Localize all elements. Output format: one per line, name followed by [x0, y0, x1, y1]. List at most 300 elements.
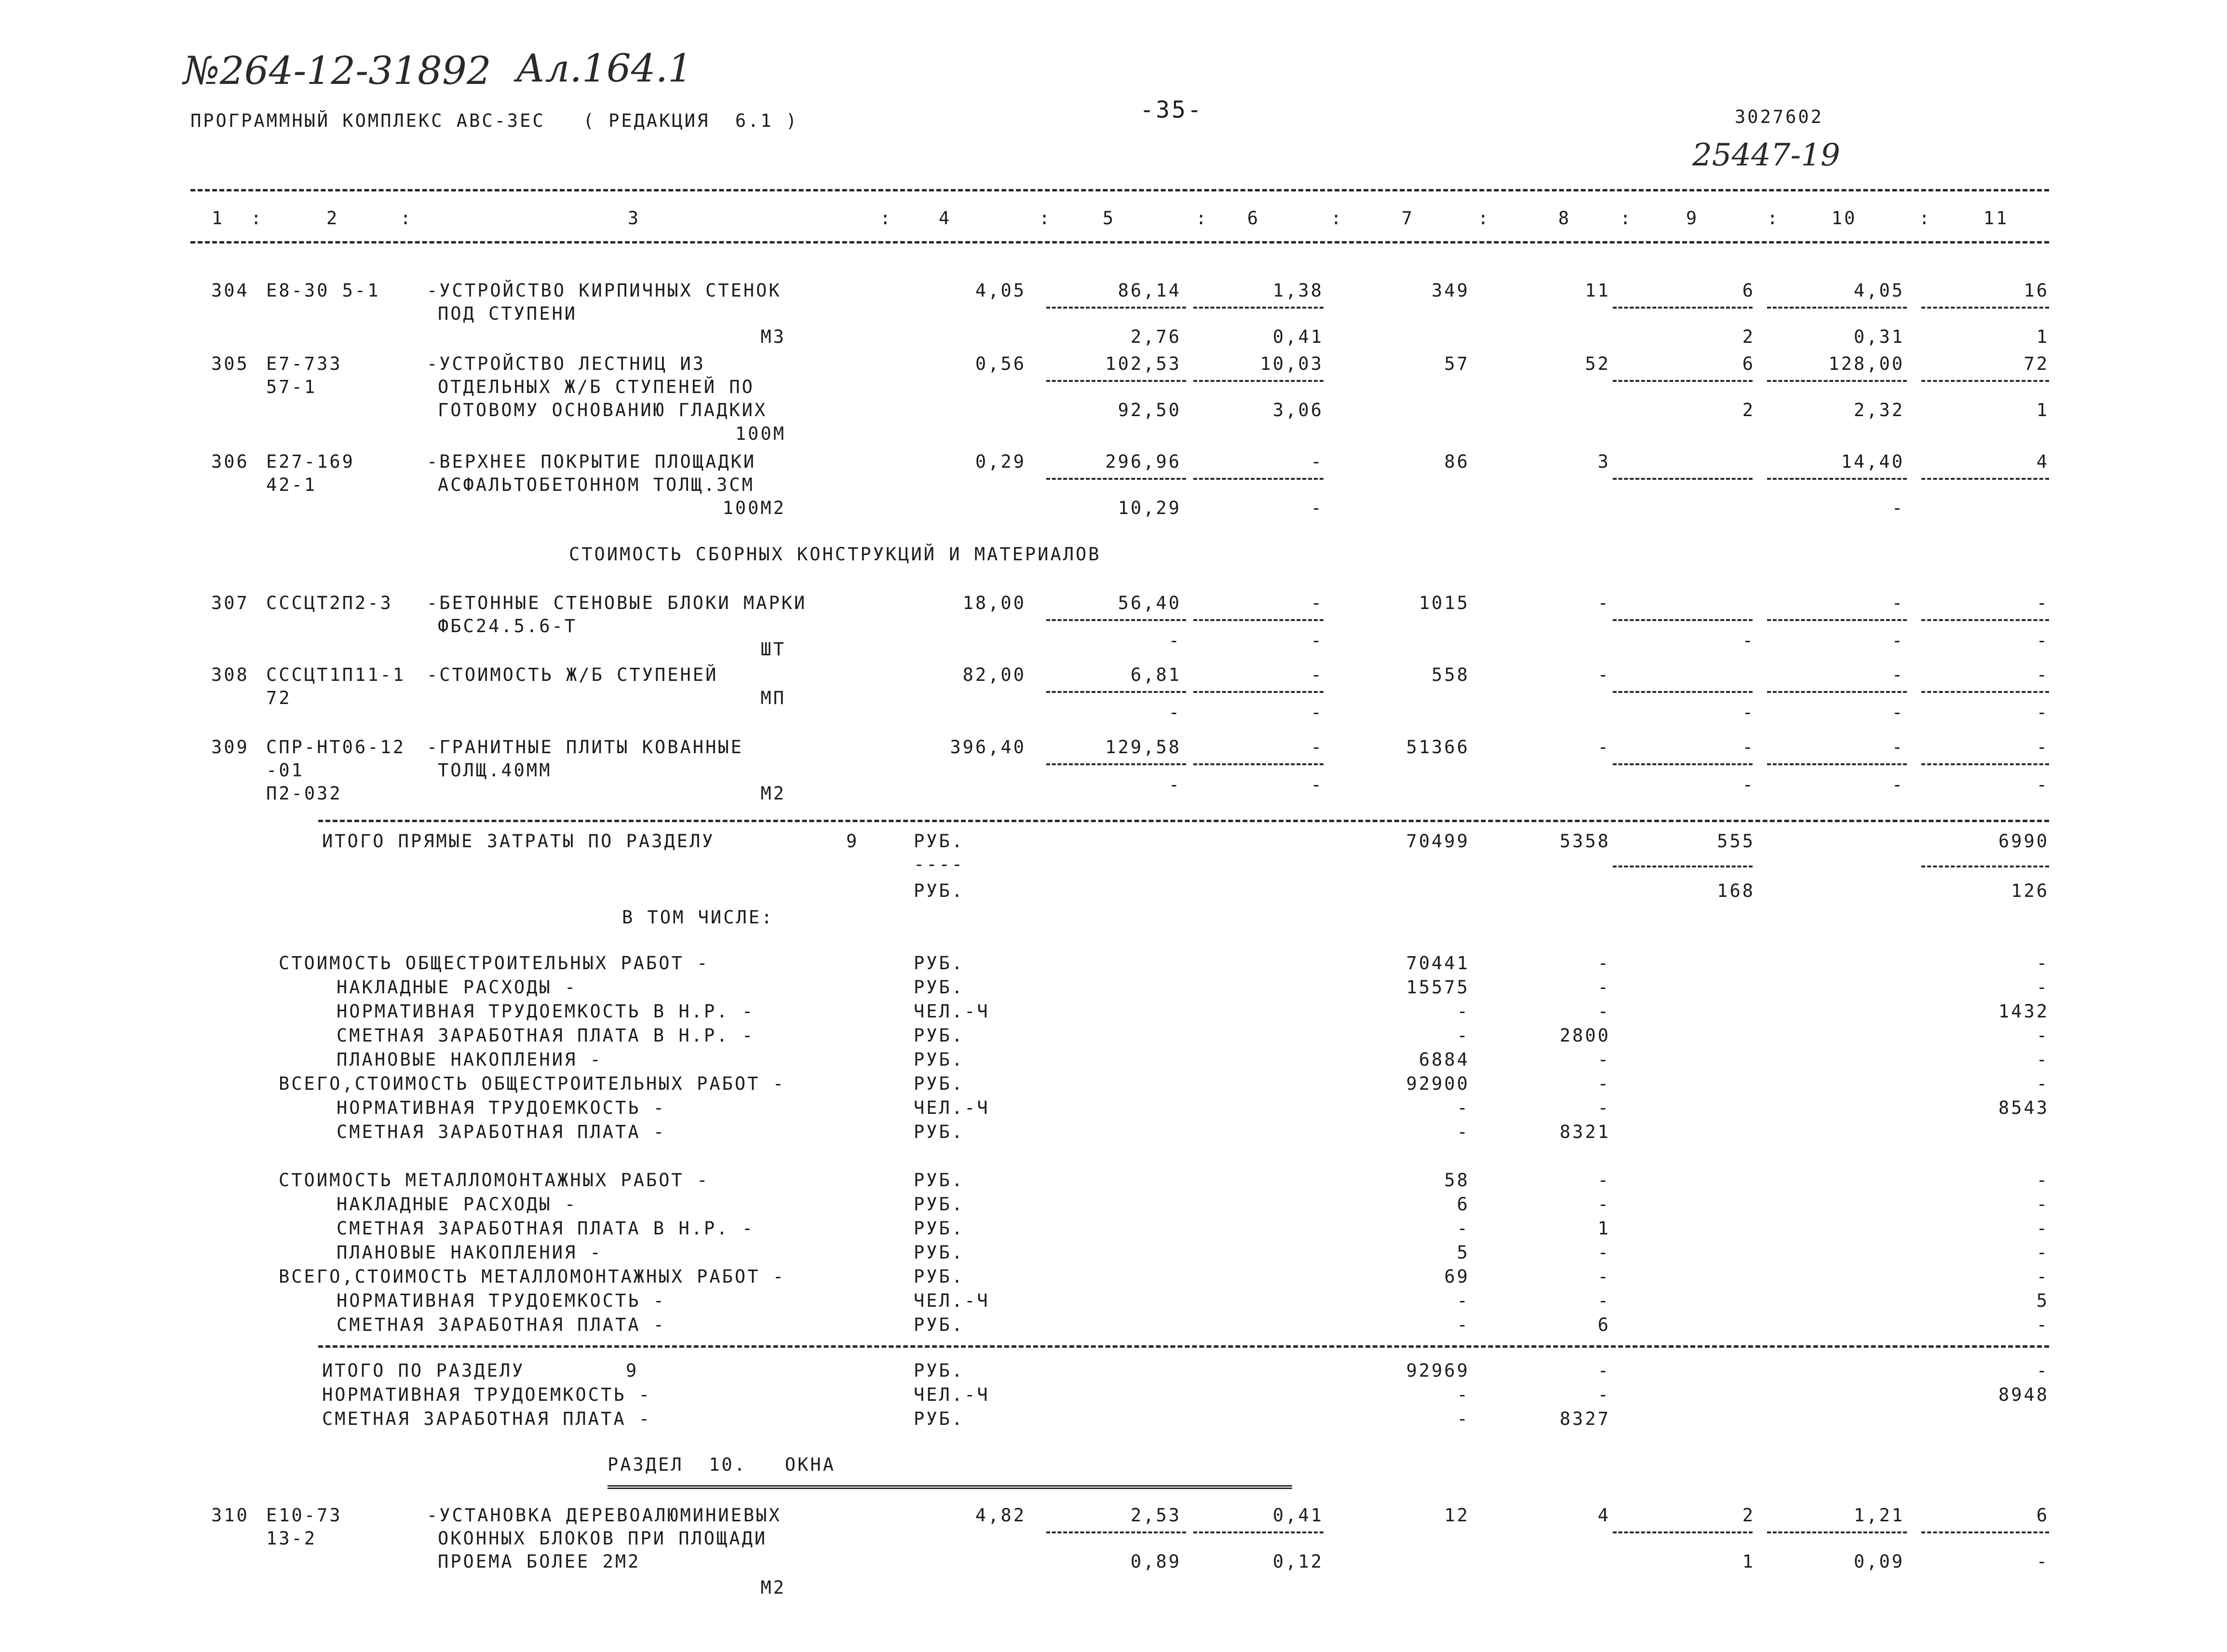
subrow-divider [1767, 763, 1907, 765]
row-unit-price: 296,96 [1105, 451, 1181, 472]
section-total-col7: - [1457, 1408, 1470, 1429]
total-col9: 555 [1717, 831, 1755, 852]
handwritten-album-ref: Ал.164.1 [516, 46, 692, 91]
row-total-cost: 86 [1444, 451, 1470, 472]
handwritten-register-number: №264-12-31892 [183, 48, 491, 93]
subrow-divider [1767, 478, 1907, 480]
summary-unit: РУБ. [914, 1073, 965, 1094]
row-wage-price: - [1168, 774, 1181, 795]
row-col9-sub: - [1742, 630, 1755, 651]
row-col11: - [2036, 593, 2049, 613]
row-col6-sub: - [1310, 498, 1323, 518]
row-col11: - [2036, 737, 2049, 758]
total-direct-cost: 70499 [1406, 831, 1470, 852]
summary-col7: 6 [1457, 1194, 1470, 1215]
summary-col7: 69 [1444, 1266, 1470, 1287]
summary-label: СТОИМОСТЬ ОБЩЕСТРОИТЕЛЬНЫХ РАБОТ - [279, 953, 710, 974]
row-col11-sub: - [2036, 774, 2049, 795]
row-col6: - [1310, 451, 1323, 472]
row-col8: - [1597, 664, 1610, 685]
summary-unit: РУБ. [914, 1025, 965, 1046]
row-code: СПР-НТ06-12 [266, 737, 406, 758]
row-wage-price: - [1168, 630, 1181, 651]
summary-col11: 1432 [1998, 1001, 2049, 1022]
subrow-divider [1921, 619, 2049, 621]
column-separator: : [1196, 208, 1209, 229]
subrow-divider [1767, 619, 1907, 621]
summary-col11: - [2036, 1170, 2049, 1191]
row-unit-price: 56,40 [1118, 593, 1181, 613]
summary-col11: - [2036, 953, 2049, 974]
row-wage-price: 92,50 [1118, 400, 1181, 420]
summary-label: НОРМАТИВНАЯ ТРУДОЕМКОСТЬ В Н.Р. - [337, 1001, 755, 1022]
section-heading-underline [607, 1485, 1292, 1489]
row-index: 304 [211, 280, 249, 301]
column-separator: : [1620, 208, 1633, 229]
summary-col8: - [1597, 1097, 1610, 1118]
column-separator: : [400, 208, 413, 229]
row-col11-sub: 1 [2036, 400, 2049, 420]
row-col9: 6 [1742, 280, 1755, 301]
summary-col11: - [2036, 1266, 2049, 1287]
subrow-divider [1613, 763, 1753, 765]
row-col6-sub: 0,12 [1272, 1551, 1323, 1572]
row-code: Е27-169 [266, 451, 355, 472]
subrow-divider [1767, 1531, 1907, 1533]
row-col9-sub: 2 [1742, 326, 1755, 347]
row-unit: ШТ [760, 639, 786, 660]
row-quantity: 18,00 [962, 593, 1026, 613]
row-unit-price: 2,53 [1130, 1505, 1181, 1526]
row-col9-sub: 2 [1742, 400, 1755, 420]
section-total-rule [318, 1345, 2049, 1348]
row-index: 310 [211, 1505, 249, 1526]
summary-col8: - [1597, 1194, 1610, 1215]
summary-unit: РУБ. [914, 1266, 965, 1287]
row-description-line2: АСФАЛЬТОБЕТОННОМ ТОЛЩ.3СМ [438, 474, 755, 495]
summary-unit: РУБ. [914, 977, 965, 998]
row-code-line2: 57-1 [266, 377, 317, 397]
subrow-divider [1193, 307, 1323, 309]
row-total-cost: 558 [1431, 664, 1470, 685]
column-header-4: 4 [938, 208, 952, 229]
row-col11-sub: - [2036, 630, 2049, 651]
column-separator: : [1331, 208, 1344, 229]
row-quantity: 4,82 [975, 1505, 1026, 1526]
row-col10: 1,21 [1853, 1505, 1904, 1526]
summary-col11: - [2036, 1218, 2049, 1239]
subrow-divider [1046, 478, 1186, 480]
section-total-number: 9 [626, 1360, 639, 1381]
summary-col11: - [2036, 977, 2049, 998]
row-unit: 100М [735, 423, 786, 444]
section-heading: РАЗДЕЛ 10. ОКНА [607, 1454, 836, 1475]
section-total-col7: 92969 [1406, 1360, 1470, 1381]
row-col8: - [1597, 593, 1610, 613]
column-header-7: 7 [1401, 208, 1415, 229]
row-col8: 52 [1585, 353, 1610, 374]
summary-col8: - [1597, 1242, 1610, 1263]
row-col6-sub: - [1310, 774, 1323, 795]
row-code: Е8-30 5-1 [266, 280, 380, 301]
row-col6: - [1310, 664, 1323, 685]
summary-col8: - [1597, 1266, 1610, 1287]
summary-col8: - [1597, 1001, 1610, 1022]
summary-col8: 8321 [1559, 1122, 1610, 1142]
column-header-5: 5 [1102, 208, 1116, 229]
total-col11: 6990 [1998, 831, 2049, 852]
summary-col8: 1 [1597, 1218, 1610, 1239]
row-description-line3: ПРОЕМА БОЛЕЕ 2М2 [438, 1551, 641, 1572]
summary-label: СМЕТНАЯ ЗАРАБОТНАЯ ПЛАТА - [337, 1122, 666, 1142]
row-description: -УСТРОЙСТВО ЛЕСТНИЦ ИЗ [427, 353, 706, 374]
row-description-line3: ГОТОВОМУ ОСНОВАНИЮ ГЛАДКИХ [438, 400, 768, 420]
column-separator: : [1039, 208, 1052, 229]
summary-col11: - [2036, 1194, 2049, 1215]
summary-col7: - [1457, 1290, 1470, 1311]
row-unit: МП [760, 688, 786, 708]
row-col8: - [1597, 737, 1610, 758]
summary-col8: - [1597, 1170, 1610, 1191]
subrow-divider [1921, 478, 2049, 480]
row-col10-sub: - [1891, 702, 1904, 723]
summary-col7: 15575 [1406, 977, 1470, 998]
row-col6: - [1310, 593, 1323, 613]
row-col10-sub: 0,09 [1853, 1551, 1904, 1572]
summary-unit: РУБ. [914, 1218, 965, 1239]
row-col8: 4 [1597, 1505, 1610, 1526]
header-rule-top [190, 189, 2049, 191]
summary-col8: 6 [1597, 1314, 1610, 1335]
summary-col7: 6884 [1418, 1049, 1470, 1070]
summary-label: ПЛАНОВЫЕ НАКОПЛЕНИЯ - [337, 1242, 603, 1263]
row-description-line2: ФБС24.5.6-Т [438, 616, 578, 636]
row-unit: 100М2 [722, 498, 786, 518]
row-quantity: 0,56 [975, 353, 1026, 374]
subrow-divider [1046, 1531, 1186, 1533]
row-wage-price: 0,89 [1130, 1551, 1181, 1572]
total-unit: РУБ. [914, 831, 965, 852]
section-total-label: ИТОГО ПО РАЗДЕЛУ [322, 1360, 525, 1381]
subrow-divider [1193, 691, 1323, 693]
summary-col11: - [2036, 1025, 2049, 1046]
summary-unit: РУБ. [914, 1049, 965, 1070]
total-section-number: 9 [846, 831, 859, 852]
section-total-label: НОРМАТИВНАЯ ТРУДОЕМКОСТЬ - [322, 1384, 652, 1405]
section-total-col11: - [2036, 1360, 2049, 1381]
program-title: ПРОГРАММНЫЙ КОМПЛЕКС АВС-3ЕС ( РЕДАКЦИЯ 6.1 ) [190, 110, 799, 131]
subrow-divider [1613, 478, 1753, 480]
column-header-6: 6 [1247, 208, 1260, 229]
summary-label: СТОИМОСТЬ МЕТАЛЛОМОНТАЖНЫХ РАБОТ - [279, 1170, 710, 1191]
row-col10: 128,00 [1828, 353, 1904, 374]
row-col8: 11 [1585, 280, 1610, 301]
summary-col7: 92900 [1406, 1073, 1470, 1094]
column-header-3: 3 [627, 208, 641, 229]
row-description-line2: ПОД СТУПЕНИ [438, 303, 578, 324]
column-header-2: 2 [326, 208, 339, 229]
handwritten-project-number: 25447-19 [1692, 137, 1840, 173]
page-number: -35- [1140, 96, 1203, 123]
row-col11: 6 [2036, 1505, 2049, 1526]
section-total-unit: РУБ. [914, 1360, 965, 1381]
summary-label: НАКЛАДНЫЕ РАСХОДЫ - [337, 977, 578, 998]
row-description: -СТОИМОСТЬ Ж/Б СТУПЕНЕЙ [427, 664, 718, 685]
section-total-label: СМЕТНАЯ ЗАРАБОТНАЯ ПЛАТА - [322, 1408, 652, 1429]
row-col11-sub: - [2036, 702, 2049, 723]
row-col11: 72 [2024, 353, 2049, 374]
summary-col11: 5 [2036, 1290, 2049, 1311]
row-unit-price: 102,53 [1105, 353, 1181, 374]
summary-label: СМЕТНАЯ ЗАРАБОТНАЯ ПЛАТА В Н.Р. - [337, 1025, 755, 1046]
summary-col7: - [1457, 1097, 1470, 1118]
total-rule [318, 820, 2049, 822]
row-description: -УСТАНОВКА ДЕРЕВОАЛЮМИНИЕВЫХ [427, 1505, 782, 1526]
row-col9: 6 [1742, 353, 1755, 374]
summary-label: НОРМАТИВНАЯ ТРУДОЕМКОСТЬ - [337, 1290, 666, 1311]
summary-col7: - [1457, 1122, 1470, 1142]
row-wage-price: 10,29 [1118, 498, 1181, 518]
column-separator: : [880, 208, 893, 229]
row-col6-sub: - [1310, 702, 1323, 723]
row-total-cost: 349 [1431, 280, 1470, 301]
summary-unit: ЧЕЛ.-Ч [914, 1001, 990, 1022]
row-col6: 1,38 [1272, 280, 1323, 301]
summary-col8: - [1597, 1049, 1610, 1070]
summary-col8: - [1597, 1073, 1610, 1094]
summary-col8: - [1597, 1290, 1610, 1311]
summary-col7: - [1457, 1025, 1470, 1046]
section-subheading: СТОИМОСТЬ СБОРНЫХ КОНСТРУКЦИЙ И МАТЕРИАЛОВ [569, 544, 1101, 565]
row-description: -УСТРОЙСТВО КИРПИЧНЫХ СТЕНОК [427, 280, 782, 301]
row-code-line2: 42-1 [266, 474, 317, 495]
row-index: 308 [211, 664, 249, 685]
row-col9: 2 [1742, 1505, 1755, 1526]
summary-unit: РУБ. [914, 953, 965, 974]
row-description-line2: ОКОННЫХ БЛОКОВ ПРИ ПЛОЩАДИ [438, 1528, 768, 1549]
row-unit-price: 86,14 [1118, 280, 1181, 301]
summary-label: НАКЛАДНЫЕ РАСХОДЫ - [337, 1194, 578, 1215]
summary-unit: РУБ. [914, 1170, 965, 1191]
row-code: Е7-733 [266, 353, 342, 374]
total-subrow-divider [1921, 866, 2049, 867]
summary-col11: - [2036, 1314, 2049, 1335]
row-col6: 0,41 [1272, 1505, 1323, 1526]
subrow-divider [1767, 307, 1907, 309]
column-header-9: 9 [1686, 208, 1699, 229]
row-col10-sub: - [1891, 630, 1904, 651]
row-col6: 10,03 [1260, 353, 1323, 374]
row-col11: 16 [2024, 280, 2049, 301]
subrow-divider [1046, 691, 1186, 693]
row-col10: - [1891, 593, 1904, 613]
column-separator: : [251, 208, 264, 229]
row-col9-sub: 1 [1742, 1551, 1755, 1572]
column-separator: : [1919, 208, 1932, 229]
row-col11-sub: 1 [2036, 326, 2049, 347]
section-total-col11: 8948 [1998, 1384, 2049, 1405]
summary-label: ПЛАНОВЫЕ НАКОПЛЕНИЯ - [337, 1049, 603, 1070]
subrow-divider [1921, 307, 2049, 309]
section-total-unit: ЧЕЛ.-Ч [914, 1384, 990, 1405]
row-col10-sub: 2,32 [1853, 400, 1904, 420]
subrow-divider [1613, 691, 1753, 693]
subrow-divider [1046, 380, 1186, 382]
row-quantity: 0,29 [975, 451, 1026, 472]
summary-col11: 8543 [1998, 1097, 2049, 1118]
row-unit: М2 [760, 1577, 786, 1598]
summary-col11: - [2036, 1242, 2049, 1263]
subrow-divider [1193, 619, 1323, 621]
row-col9-sub: - [1742, 774, 1755, 795]
row-col10: - [1891, 737, 1904, 758]
row-col10: - [1891, 664, 1904, 685]
total-col9-sub: 168 [1717, 880, 1755, 901]
subrow-divider [1767, 380, 1907, 382]
row-col9-sub: - [1742, 702, 1755, 723]
subrow-divider [1046, 307, 1186, 309]
section-total-col8: - [1597, 1360, 1610, 1381]
summary-label: ВСЕГО,СТОИМОСТЬ МЕТАЛЛОМОНТАЖНЫХ РАБОТ - [279, 1266, 786, 1287]
subrow-divider [1193, 380, 1323, 382]
row-description-line2: ОТДЕЛЬНЫХ Ж/Б СТУПЕНЕЙ ПО [438, 377, 755, 397]
row-total-cost: 51366 [1406, 737, 1470, 758]
row-col10-sub: - [1891, 774, 1904, 795]
summary-col11: - [2036, 1049, 2049, 1070]
row-index: 307 [211, 593, 249, 613]
total-dash: ---- [914, 854, 965, 875]
row-col6-sub: 3,06 [1272, 400, 1323, 420]
row-index: 309 [211, 737, 249, 758]
subrow-divider [1767, 691, 1907, 693]
row-code-line2: 72 [266, 688, 292, 708]
subrow-divider [1046, 619, 1186, 621]
row-col11: - [2036, 664, 2049, 685]
row-code-line3: П2-032 [266, 783, 342, 804]
row-col6: - [1310, 737, 1323, 758]
row-total-cost: 12 [1444, 1505, 1470, 1526]
summary-label: СМЕТНАЯ ЗАРАБОТНАЯ ПЛАТА - [337, 1314, 666, 1335]
row-code-line2: -01 [266, 760, 304, 781]
summary-col7: - [1457, 1314, 1470, 1335]
row-description: -ГРАНИТНЫЕ ПЛИТЫ КОВАННЫЕ [427, 737, 743, 758]
summary-unit: РУБ. [914, 1122, 965, 1142]
total-col11-sub: 126 [2011, 880, 2049, 901]
row-description-line2: ТОЛЩ.40ММ [438, 760, 552, 781]
subrow-divider [1193, 1531, 1323, 1533]
section-total-unit: РУБ. [914, 1408, 965, 1429]
column-header-8: 8 [1558, 208, 1571, 229]
total-col8: 5358 [1559, 831, 1610, 852]
row-description: -ВЕРХНЕЕ ПОКРЫТИЕ ПЛОЩАДКИ [427, 451, 756, 472]
summary-col8: - [1597, 953, 1610, 974]
row-col10: 14,40 [1841, 451, 1904, 472]
row-col6-sub: 0,41 [1272, 326, 1323, 347]
row-code: СССЦТ1П11-1 [266, 664, 406, 685]
document-code: 3027602 [1735, 107, 1823, 127]
column-header-10: 10 [1831, 208, 1857, 229]
summary-unit: РУБ. [914, 1242, 965, 1263]
row-description: -БЕТОННЫЕ СТЕНОВЫЕ БЛОКИ МАРКИ [427, 593, 807, 613]
subrow-divider [1613, 307, 1753, 309]
subrow-divider [1193, 478, 1323, 480]
summary-col7: 5 [1457, 1242, 1470, 1263]
summary-label: ВСЕГО,СТОИМОСТЬ ОБЩЕСТРОИТЕЛЬНЫХ РАБОТ - [279, 1073, 786, 1094]
column-separator: : [1478, 208, 1491, 229]
row-col11: 4 [2036, 451, 2049, 472]
subrow-divider [1193, 763, 1323, 765]
subrow-divider [1921, 763, 2049, 765]
row-wage-price: 2,76 [1130, 326, 1181, 347]
section-total-col7: - [1457, 1384, 1470, 1405]
subrow-divider [1921, 380, 2049, 382]
header-rule-bottom [190, 241, 2049, 244]
row-col9: - [1742, 737, 1755, 758]
row-total-cost: 1015 [1418, 593, 1470, 613]
subrow-divider [1613, 619, 1753, 621]
column-separator: : [1767, 208, 1780, 229]
summary-unit: ЧЕЛ.-Ч [914, 1290, 990, 1311]
summary-label: СМЕТНАЯ ЗАРАБОТНАЯ ПЛАТА В Н.Р. - [337, 1218, 755, 1239]
subrow-divider [1046, 763, 1186, 765]
summary-unit: РУБ. [914, 1194, 965, 1215]
row-col6-sub: - [1310, 630, 1323, 651]
subrow-divider [1613, 380, 1753, 382]
row-code: СССЦТ2П2-3 [266, 593, 393, 613]
summary-unit: ЧЕЛ.-Ч [914, 1097, 990, 1118]
row-col10: 4,05 [1853, 280, 1904, 301]
including-label: В ТОМ ЧИСЛЕ: [622, 907, 774, 928]
row-col10-sub: 0,31 [1853, 326, 1904, 347]
summary-unit: РУБ. [914, 1314, 965, 1335]
row-index: 305 [211, 353, 249, 374]
row-col11-sub: - [2036, 1551, 2049, 1572]
summary-col8: - [1597, 977, 1610, 998]
row-code: Е10-73 [266, 1505, 342, 1526]
summary-col7: - [1457, 1218, 1470, 1239]
subrow-divider [1921, 691, 2049, 693]
summary-col11: - [2036, 1073, 2049, 1094]
total-label: ИТОГО ПРЯМЫЕ ЗАТРАТЫ ПО РАЗДЕЛУ [322, 831, 715, 852]
total-subrow-divider [1613, 866, 1753, 867]
subrow-divider [1921, 1531, 2049, 1533]
total-unit-2: РУБ. [914, 880, 965, 901]
section-total-col8: - [1597, 1384, 1610, 1405]
row-unit-price: 6,81 [1130, 664, 1181, 685]
row-col10-sub: - [1891, 498, 1904, 518]
subrow-divider [1613, 1531, 1753, 1533]
column-header-1: 1 [211, 208, 225, 229]
row-col8: 3 [1597, 451, 1610, 472]
summary-col7: 70441 [1406, 953, 1470, 974]
summary-col8: 2800 [1559, 1025, 1610, 1046]
summary-label: НОРМАТИВНАЯ ТРУДОЕМКОСТЬ - [337, 1097, 666, 1118]
column-header-11: 11 [1983, 208, 2009, 229]
row-quantity: 396,40 [950, 737, 1026, 758]
summary-col7: 58 [1444, 1170, 1470, 1191]
row-unit-price: 129,58 [1105, 737, 1181, 758]
row-unit: М2 [760, 783, 786, 804]
row-wage-price: - [1168, 702, 1181, 723]
row-code-line2: 13-2 [266, 1528, 317, 1549]
summary-col7: - [1457, 1001, 1470, 1022]
row-index: 306 [211, 451, 249, 472]
section-total-col8: 8327 [1559, 1408, 1610, 1429]
row-quantity: 4,05 [975, 280, 1026, 301]
row-quantity: 82,00 [962, 664, 1026, 685]
row-total-cost: 57 [1444, 353, 1470, 374]
row-unit: М3 [760, 326, 786, 347]
